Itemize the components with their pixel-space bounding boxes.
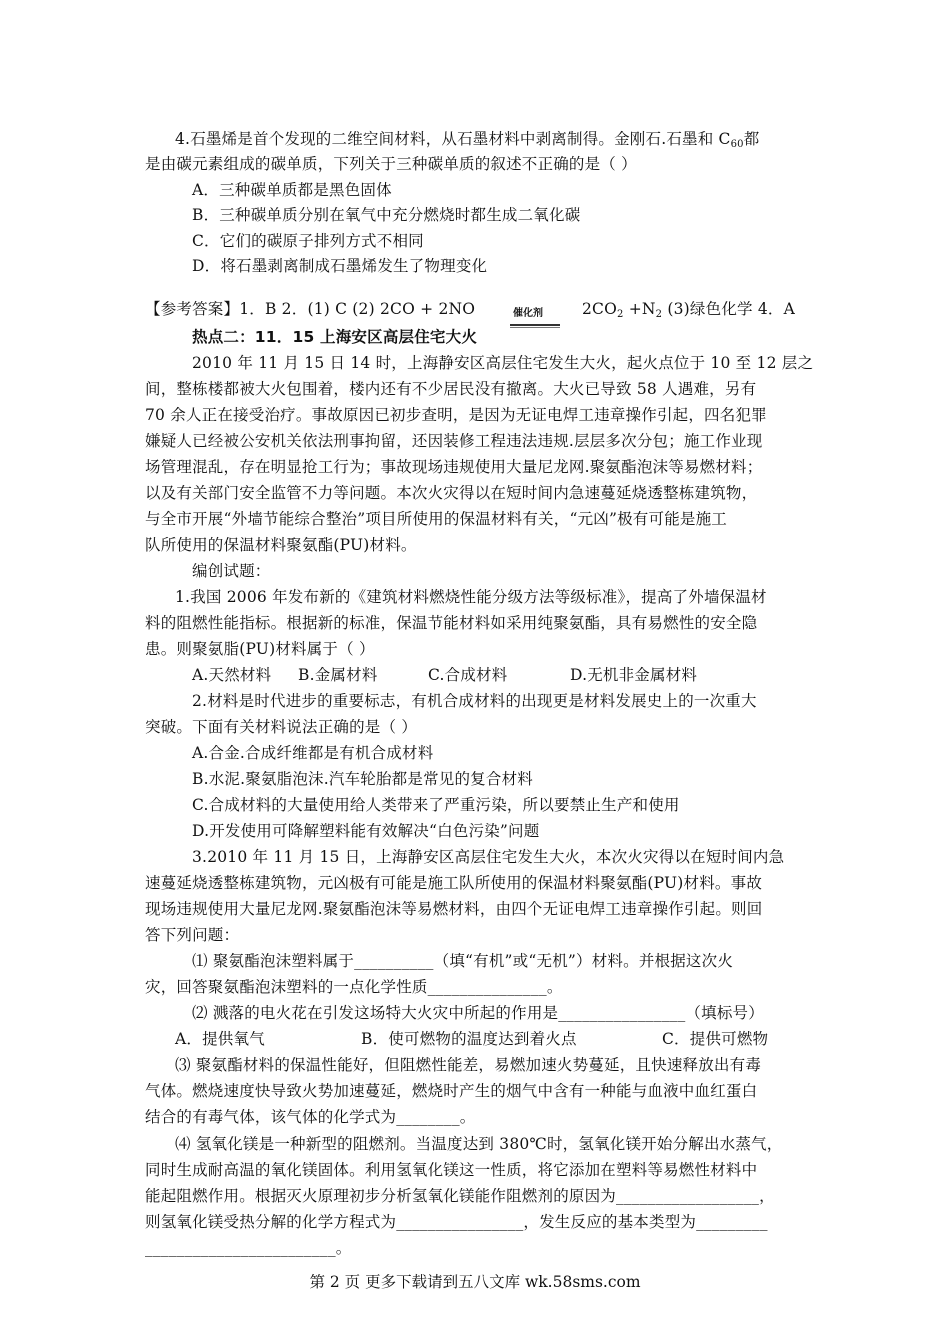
q3-sub4-line: 则氢氧化镁受热分解的化学方程式为________________，发生反应的基本类型为_________ [145, 1213, 768, 1231]
q3-sub4-line: 同时生成耐高温的氧化镁固体。利用氢氧化镁这一性质，将它添加在塑料等易燃性材料中 [145, 1161, 758, 1179]
hotspot-title: 热点二：11．15 上海安区高层住宅大火 [192, 328, 478, 346]
q3-sub4-line: 能起阻燃作用。根据灭火原理初步分析氢氧化镁能作阻燃剂的原因为__________________， [145, 1187, 775, 1205]
q3-stem-line: 答下列问题： [145, 926, 240, 944]
q1-stem-line: 料的阻燃性能指标。根据新的标准，保温节能材料如采用纯聚氨酯，具有易燃性的安全隐 [145, 614, 758, 632]
q3-stem-line: 速蔓延烧透整栋建筑物，元凶极有可能是施工队所使用的保温材料聚氨酯(PU)材料。事故 [145, 874, 763, 892]
reaction-arrow-underline [510, 327, 560, 328]
hotspot-paragraph-line: 与全市开展“外墙节能综合整治”项目所使用的保温材料有关，“元凶”极有可能是施工 [145, 510, 727, 528]
q2-option-c: C.合成材料的大量使用给人类带来了严重污染，所以要禁止生产和使用 [192, 796, 680, 814]
q4-option-a: A．三种碳单质都是黑色固体 [192, 181, 392, 199]
q3-sub2-option-b: B．使可燃物的温度达到着火点 [361, 1030, 577, 1048]
q2-stem-line: 2.材料是时代进步的重要标志，有机合成材料的出现更是材料发展史上的一次重大 [192, 692, 757, 710]
q3-sub4-line: ⑷ 氢氧化镁是一种新型的阻燃剂。当温度达到 380℃时，氢氧化镁开始分解出水蒸气， [175, 1135, 783, 1153]
page-footer: 第 2 页 更多下载请到五八文库 wk.58sms.com [309, 1273, 641, 1291]
q2-option-b: B.水泥.聚氨脂泡沫.汽车轮胎都是常见的复合材料 [192, 770, 533, 788]
q4-stem-line-2: 是由碳元素组成的碳单质，下列关于三种碳单质的叙述不正确的是（ ） [145, 155, 637, 173]
q1-option-a: A.天然材料 [192, 666, 272, 684]
q3-sub3-line: ⑶ 聚氨酯材料的保温性能好，但阻燃性能差，易燃加速火势蔓延，且快速释放出有毒 [175, 1056, 762, 1074]
q3-sub3-line: 结合的有毒气体，该气体的化学式为________。 [145, 1108, 476, 1126]
q1-option-b: B.金属材料 [298, 666, 378, 684]
q4-option-c: C．它们的碳原子排列方式不相同 [192, 232, 424, 250]
q1-stem-line: 患。则聚氨脂(PU)材料属于（ ） [145, 640, 375, 658]
q3-sub2-option-a: A．提供氧气 [175, 1030, 265, 1048]
q3-stem-line: 3.2010 年 11 月 15 日，上海静安区高层住宅发生大火，本次火灾得以在短时间内急 [192, 848, 785, 866]
q2-option-d: D.开发使用可降解塑料能有效解决“白色污染”问题 [192, 822, 540, 840]
answer-part-1: 【参考答案】1．B 2．(1) C (2) 2CO + 2NO [145, 300, 476, 318]
q3-sub1-line: ⑴ 聚氨酯泡沫塑料属于__________（填“有机”或“无机”）材料。并根据这次火 [192, 952, 734, 970]
catalyst-label: 催化剂 [513, 308, 543, 319]
section-label: 编创试题： [192, 562, 271, 580]
q4-stem-line-1: 4.石墨烯是首个发现的二维空间材料，从石墨材料中剥离制得。金刚石.石墨和 $C_{60}$都 [175, 130, 760, 150]
q3-sub1-line: 灾，回答聚氨酯泡沫塑料的一点化学性质_______________。 [145, 978, 563, 996]
hotspot-paragraph-line: 2010 年 11 月 15 日 14 时，上海静安区高层住宅发生大火，起火点位于 10 至 12 层之 [192, 354, 814, 372]
q2-stem-line: 突破。下面有关材料说法正确的是（ ） [145, 718, 418, 736]
answer-part-2: $2CO_2 +N_2$ (3)绿色化学 4．A [582, 300, 795, 320]
hotspot-paragraph-line: 队所使用的保温材料聚氨酯(PU)材料。 [145, 536, 417, 554]
hotspot-paragraph-line: 以及有关部门安全监管不力等问题。本次火灾得以在短时间内急速蔓延烧透整栋建筑物， [145, 484, 758, 502]
q3-sub4-line: ________________________。 [145, 1239, 352, 1257]
q1-option-c: C.合成材料 [428, 666, 508, 684]
q3-sub3-line: 气体。燃烧速度快导致火势加速蔓延，燃烧时产生的烟气中含有一种能与血液中血红蛋白 [145, 1082, 758, 1100]
q4-option-d: D．将石墨剥离制成石墨烯发生了物理变化 [192, 257, 488, 275]
hotspot-paragraph-line: 场管理混乱，存在明显抢工行为；事故现场违规使用大量尼龙网.聚氨酯泡沫等易燃材料； [145, 458, 763, 476]
q3-stem-line: 现场违规使用大量尼龙网.聚氨酯泡沫等易燃材料，由四个无证电焊工违章操作引起。则回 [145, 900, 763, 918]
hotspot-paragraph-line: 嫌疑人已经被公安机关依法刑事拘留，还因装修工程违法违规.层层多次分包；施工作业现 [145, 432, 763, 450]
q1-stem-line: 1.我国 2006 年发布新的《建筑材料燃烧性能分级方法等级标准》，提高了外墙保温材 [175, 588, 767, 606]
reaction-arrow [510, 324, 560, 326]
hotspot-paragraph-line: 70 余人正在接受治疗。事故原因已初步查明，是因为无证电焊工违章操作引起，四名犯罪 [145, 406, 767, 424]
q1-option-d: D.无机非金属材料 [570, 666, 698, 684]
q4-option-b: B．三种碳单质分别在氧气中充分燃烧时都生成二氧化碳 [192, 206, 581, 224]
hotspot-paragraph-line: 间，整栋楼都被大火包围着，楼内还有不少居民没有撤离。大火已导致 58 人遇难，另有 [145, 380, 757, 398]
q3-sub2-line: ⑵ 溅落的电火花在引发这场特大火灾中所起的作用是________________（填标号） [192, 1004, 764, 1022]
q3-sub2-option-c: C．提供可燃物 [662, 1030, 769, 1048]
q2-option-a: A.合金.合成纤维都是有机合成材料 [192, 744, 434, 762]
